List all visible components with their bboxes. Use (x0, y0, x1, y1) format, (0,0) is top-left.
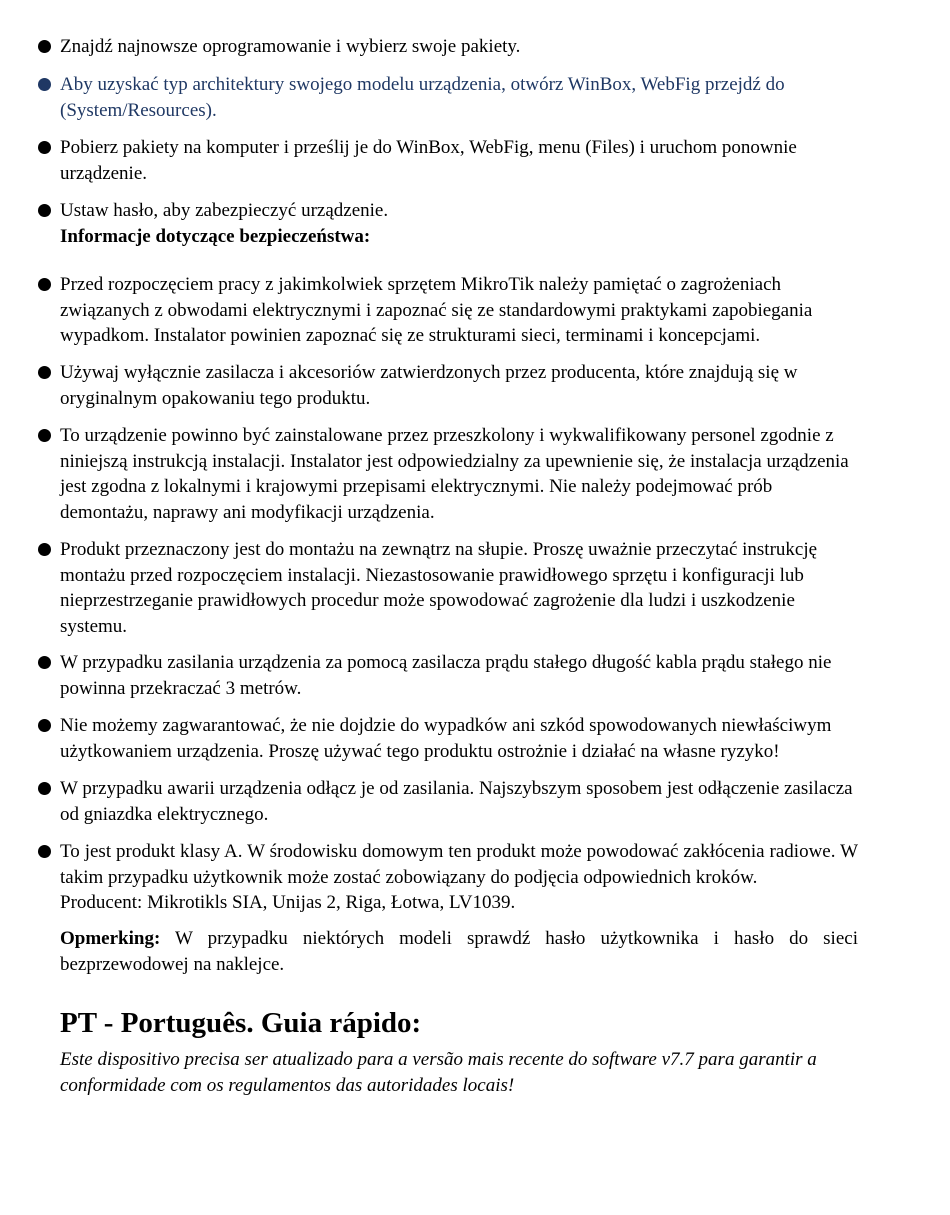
bullet-text: W przypadku awarii urządzenia odłącz je od zasilania. Najszybszym sposobem jest odłączenie zasilacza od gniazdka elektrycznego. (60, 778, 853, 825)
note-paragraph (60, 926, 858, 977)
bullet-dot (38, 40, 51, 53)
bullet-item (0, 713, 858, 764)
bullet-item (0, 135, 858, 186)
bullet-dot (38, 782, 51, 795)
bullet-dot (38, 78, 51, 91)
bullet-dot (38, 543, 51, 556)
bullet-dot (38, 656, 51, 669)
bullet-text: W przypadku zasilania urządzenia za pomocą zasilacza prądu stałego długość kabla prądu stałego nie powinna przekraczać 3 metrów. (60, 652, 832, 699)
bullet-item (0, 650, 858, 701)
note-text: W przypadku niektórych modeli sprawdź hasło użytkownika i hasło do sieci bezprzewodowej na naklejce. (60, 928, 858, 975)
manufacturer-line: Producent: Mikrotikls SIA, Unijas 2, Riga, Łotwa, LV1039. (60, 892, 516, 913)
safety-heading: Informacje dotyczące bezpieczeństwa: (60, 225, 371, 247)
bullet-dot (38, 204, 51, 217)
bullet-item (0, 537, 858, 639)
bullet-text: Nie możemy zagwarantować, że nie dojdzie do wypadków ani szkód spowodowanych niewłaściwym użytkowaniem urządzenia. Proszę używać tego produktu ostrożnie i działać na własne ryzyko! (60, 715, 832, 762)
bullet-text: Pobierz pakiety na komputer i prześlij je do WinBox, WebFig, menu (Files) i uruchom ponownie urządzenie. (60, 137, 797, 184)
bullet-item (0, 776, 858, 827)
bullet-dot (38, 845, 51, 858)
bullet-dot (38, 366, 51, 379)
bullet-text: Ustaw hasło, aby zabezpieczyć urządzenie. (60, 200, 389, 221)
bullet-text: To jest produkt klasy A. W środowisku domowym ten produkt może powodować zakłócenia radiowe. W takim przypadku użytkownik może zostać zobowiązany do podjęcia odpowiednich kroków. (60, 841, 858, 888)
bullet-item (0, 272, 858, 349)
bullet-item (0, 423, 858, 525)
bullet-text: Znajdź najnowsze oprogramowanie i wybierz swoje pakiety. (60, 36, 521, 57)
bullet-text: Używaj wyłącznie zasilacza i akcesoriów zatwierdzonych przez producenta, które znajdują się w oryginalnym opakowaniu tego produktu. (60, 362, 798, 409)
bullet-item (0, 360, 858, 411)
section-intro: Este dispositivo precisa ser atualizado para a versão mais recente do software v7.7 para garantir a conformidade com os regulamentos das autoridades locais! (60, 1049, 817, 1096)
section-title: PT - Português. Guia rápido: (60, 1007, 422, 1039)
bullet-text[interactable]: Aby uzyskać typ architektury swojego modelu urządzenia, otwórz WinBox, WebFig przejdź do (System/Resources). (60, 74, 785, 121)
bullet-text: Produkt przeznaczony jest do montażu na zewnątrz na słupie. Proszę uważnie przeczytać instrukcję montażu przed rozpoczęciem instalacji. Niezastosowanie prawidłowego sprzętu i konfiguracji lub nieprzestrzeganie prawidłowych procedur może spowodować zagrożenie dla ludzi i uszkodzenie systemu. (60, 539, 818, 637)
bullet-dot (38, 278, 51, 291)
bullet-item (0, 34, 858, 60)
bullet-text: To urządzenie powinno być zainstalowane przez przeszkolony i wykwalifikowany personel zgodnie z niniejszą instrukcją instalacji. Instalator jest odpowiedzialny za upewnienie się, że instalacja urządzenia jest zgodna z lokalnymi i krajowymi przepisami elektrycznymi. Nie należy podejmować prób demontażu, naprawy ani modyfikacji urządzenia. (60, 425, 849, 523)
bullet-text: Przed rozpoczęciem pracy z jakimkolwiek sprzętem MikroTik należy pamiętać o zagrożeniach związanych z obwodami elektrycznymi i zapoznać się ze standardowymi praktykami zapobiegania wypadkom. Instalator powinien zapoznać się ze strukturami sieci, terminami i koncepcjami. (60, 274, 813, 346)
bullet-dot (38, 719, 51, 732)
bullet-item (0, 198, 858, 249)
note-label: Opmerking: (60, 928, 161, 949)
bullet-dot (38, 141, 51, 154)
bullet-item-link[interactable] (0, 72, 858, 123)
bullet-item (0, 839, 858, 916)
bullet-dot (38, 429, 51, 442)
